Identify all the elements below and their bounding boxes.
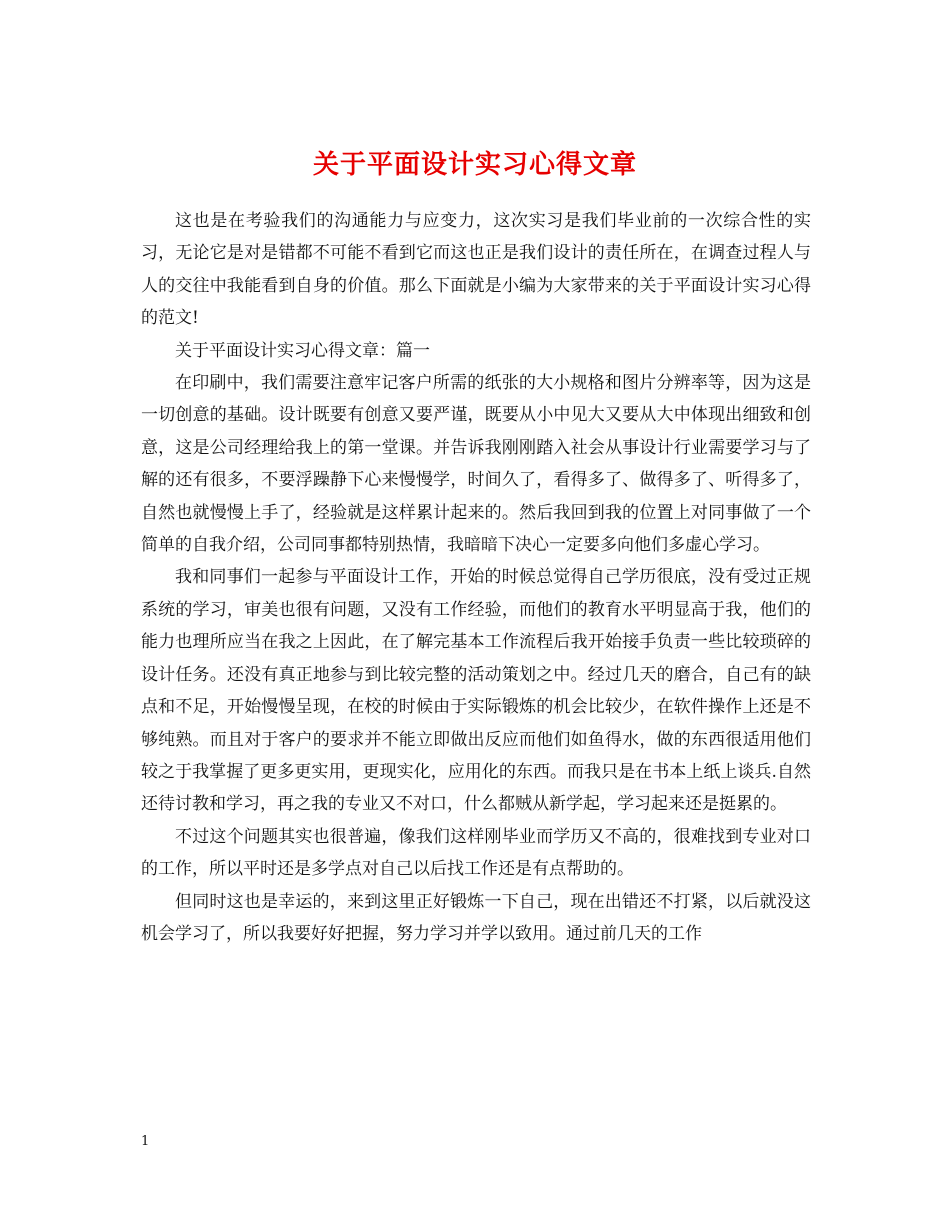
- paragraph-colleagues: 我和同事们一起参与平面设计工作，开始的时候总觉得自己学历很底，没有受过正规系统的学习，审美也很有问题，又没有工作经验，而他们的教育水平明显高于我，他们的能力也理所应当在我之上因此，在了解完基本工作流程后我开始接手负责一些比较琐碎的设计任务。还没有真正地参与到比较完整的活动策划之中。经过几天的磨合，自己有的缺点和不足，开始慢慢呈现，在校的时候由于实际锻炼的机会比较少，在软件操作上还是不够纯熟。而且对于客户的要求并不能立即做出反应而他们如鱼得水，做的东西很适用他们较之于我掌握了更多更实用，更现实化，应用化的东西。而我只是在书本上纸上谈兵.自然还待讨教和学习，再之我的专业又不对口，什么都贼从新学起，学习起来还是挺累的。: [141, 567, 811, 815]
- page-number: 1: [141, 1134, 150, 1149]
- paragraph-fortunate: 但同时这也是幸运的，来到这里正好锻炼一下自己，现在出错还不打紧，以后就没这机会学习了，所以我要好好把握，努力学习并学以致用。通过前几天的工作: [141, 891, 811, 944]
- paragraph-common-problem: 不过这个问题其实也很普遍，像我们这样刚毕业而学历又不高的，很难找到专业对口的工作，所以平时还是多学点对自己以后找工作还是有点帮助的。: [141, 826, 811, 880]
- document-title: 关于平面设计实习心得文章: [312, 150, 637, 181]
- paragraph-intro: 这也是在考验我们的沟通能力与应变力，这次实习是我们毕业前的一次综合性的实习，无论它是对是错都不可能不看到它而这也正是我们设计的责任所在，在调查过程人与人的交往中我能看到自身的价值。那么下面就是小编为大家带来的关于平面设计实习心得的范文!: [141, 211, 811, 329]
- paragraph-printing: 在印刷中，我们需要注意牢记客户所需的纸张的大小规格和图片分辨率等，因为这是一切创意的基础。设计既要有创意又要严谨，既要从小中见大又要从大中体现出细致和创意，这是公司经理给我上的第一堂课。并告诉我刚刚踏入社会从事设计行业需要学习与了解的还有很多，不要浮躁静下心来慢慢学，时间久了，看得多了、做得多了、听得多了，自然也就慢慢上手了，经验就是这样累计起来的。然后我回到我的位置上对同事做了一个简单的自我介绍，公司同事都特别热情，我暗暗下决心一定要多向他们多虚心学习。: [141, 373, 811, 556]
- document-body: [141, 205, 811, 950]
- section-heading: 关于平面设计实习心得文章：篇一: [175, 340, 430, 361]
